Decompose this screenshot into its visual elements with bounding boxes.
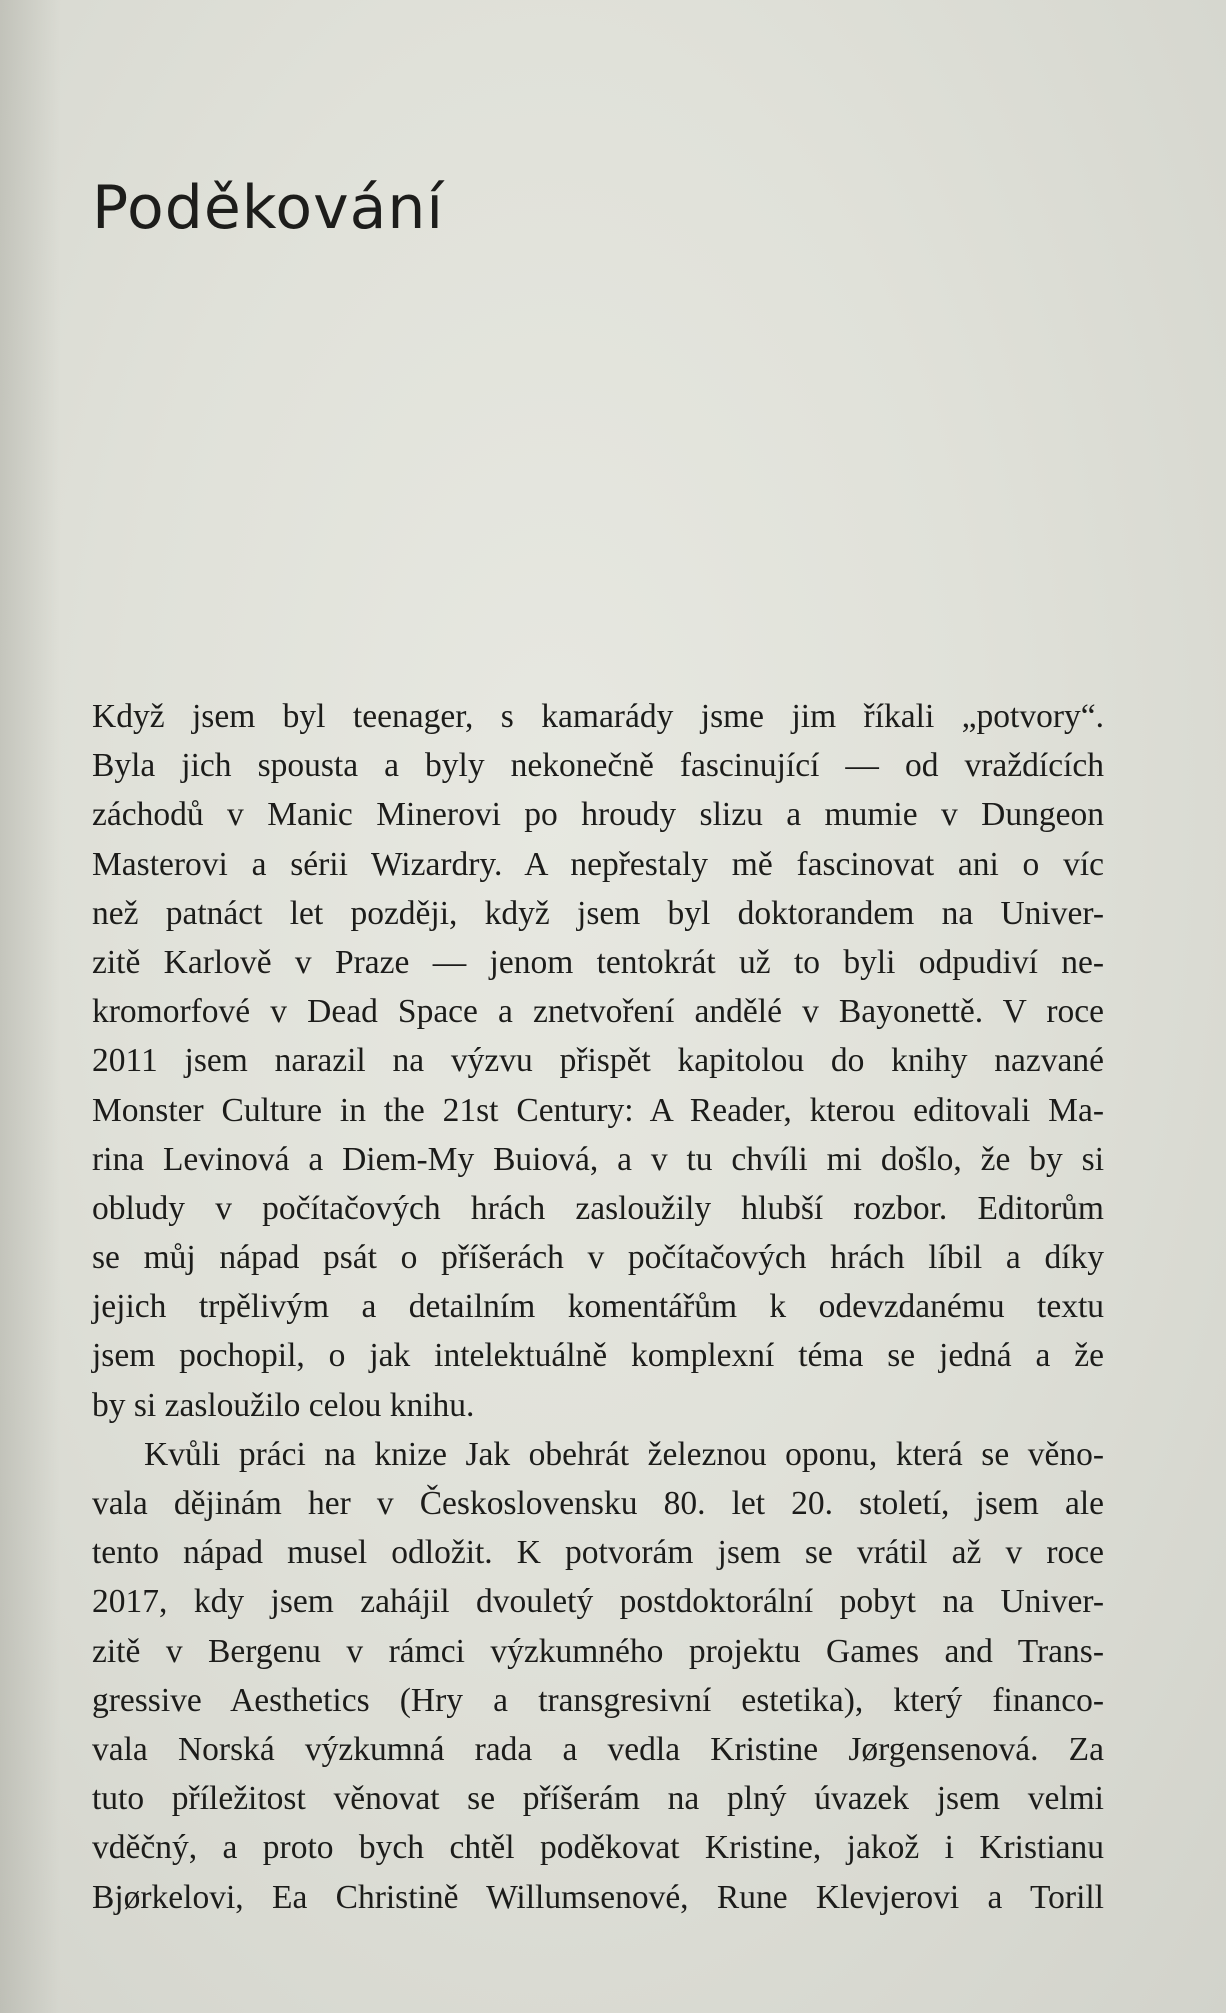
text-line: Bjørkelovi, Ea Christině Willumsenové, Rune Klevjerovi a Torill — [92, 1878, 1104, 1916]
text-line: tento nápad musel odložit. K potvorám jsem se vrátil až v roce — [92, 1534, 1104, 1572]
text-line: vděčný, a proto bych chtěl poděkovat Kristine, jakož i Kristianu — [92, 1829, 1104, 1867]
text-line: gressive Aesthetics (Hry a transgresivní estetika), který financo- — [92, 1681, 1104, 1719]
text-line: 2011 jsem narazil na výzvu přispět kapitolou do knihy nazvané — [92, 1042, 1104, 1080]
page-gutter-shadow — [0, 0, 60, 2013]
paragraph-first-line: Kvůli práci na knize Jak obehrát železnou oponu, která se věno- — [144, 1435, 1104, 1473]
text-line: Masterovi a sérii Wizardry. A nepřestaly mě fascinovat ani o víc — [92, 845, 1104, 883]
chapter-heading: Poděkování — [92, 173, 445, 243]
text-line: se můj nápad psát o příšerách v počítačových hrách líbil a díky — [92, 1239, 1104, 1277]
text-line: záchodů v Manic Minerovi po hroudy slizu a mumie v Dungeon — [92, 796, 1104, 834]
text-line: zitě Karlově v Praze — jenom tentokrát už to byli odpudiví ne- — [92, 943, 1104, 981]
text-line: než patnáct let později, když jsem byl doktorandem na Univer- — [92, 894, 1104, 932]
text-line: rina Levinová a Diem-My Buiová, a v tu chvíli mi došlo, že by si — [92, 1140, 1104, 1178]
text-line: zitě v Bergenu v rámci výzkumného projektu Games and Trans- — [92, 1632, 1104, 1670]
text-line: vala Norská výzkumná rada a vedla Kristine Jørgensenová. Za — [92, 1730, 1104, 1768]
text-line: vala dějinám her v Československu 80. let 20. století, jsem ale — [92, 1485, 1104, 1522]
text-line: jejich trpělivým a detailním komentářům k odevzdanému textu — [92, 1288, 1104, 1326]
text-line: Když jsem byl teenager, s kamarády jsme jim říkali „potvory“. — [92, 698, 1104, 735]
text-line: Byla jich spousta a byly nekonečně fascinující — od vraždících — [92, 747, 1104, 785]
text-line: kromorfové v Dead Space a znetvoření andělé v Bayonettě. V roce — [92, 993, 1104, 1031]
body-text — [92, 692, 1104, 1922]
text-line: tuto příležitost věnovat se příšerám na plný úvazek jsem velmi — [92, 1780, 1104, 1818]
text-line: Monster Culture in the 21st Century: A Reader, kterou editovali Ma- — [92, 1091, 1104, 1129]
text-line: jsem pochopil, o jak intelektuálně komplexní téma se jedná a že — [92, 1337, 1104, 1375]
paragraph-last-line: by si zasloužilo celou knihu. — [92, 1386, 475, 1424]
text-line: obludy v počítačových hrách zasloužily hlubší rozbor. Editorům — [92, 1189, 1104, 1227]
text-line: 2017, kdy jsem zahájil dvouletý postdoktorální pobyt na Univer- — [92, 1583, 1104, 1621]
